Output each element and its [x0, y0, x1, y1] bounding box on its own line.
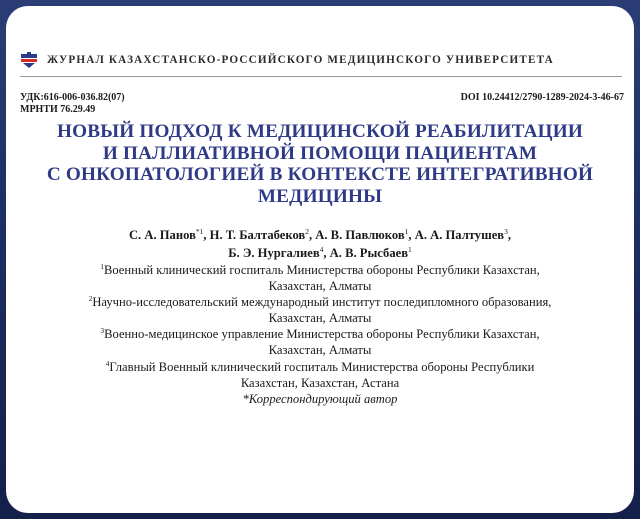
- affiliation-line: Казахстан, Алматы: [268, 343, 372, 358]
- affiliation-line: [16, 359, 624, 375]
- classification-codes: [20, 92, 125, 116]
- author-name: А. А. Палтушев: [414, 228, 505, 242]
- author-affiliation-mark: 1: [408, 244, 412, 254]
- author-list: [16, 226, 624, 262]
- affiliation-line: Казахстан, Казахстан, Астана: [240, 375, 400, 390]
- title-line: С ОНКОПАТОЛОГИЕЙ В КОНТЕКСТЕ ИНТЕГРАТИВНОЙ: [46, 164, 594, 185]
- journal-name: ЖУРНАЛ КАЗАХСТАНСКО-РОССИЙСКОГО МЕДИЦИНСКОГО УНИВЕРСИТЕТА: [47, 54, 554, 66]
- affiliation-number: 4: [105, 358, 110, 368]
- affiliation-line: Казахстан, Алматы: [268, 279, 372, 294]
- author-name: Б. Э. Нургалиев: [228, 246, 320, 260]
- affiliation-number: 1: [100, 261, 104, 271]
- author-name: С. А. Панов: [128, 228, 196, 242]
- affiliation-number: 3: [100, 326, 105, 336]
- udk-code: УДК:616-006-036.82(07): [20, 92, 125, 103]
- affiliation-line: [16, 262, 624, 278]
- affiliation-line: Казахстан, Алматы: [268, 311, 372, 326]
- title-line: НОВЫЙ ПОДХОД К МЕДИЦИНСКОЙ РЕАБИЛИТАЦИИ: [56, 121, 584, 142]
- doi: DOI 10.24412/2790-1289-2024-3-46-67: [460, 92, 624, 103]
- author-affiliation-mark: 3: [504, 226, 508, 236]
- author-name: А. В. Павлюков: [315, 228, 405, 242]
- journal-header: [20, 51, 622, 69]
- author-affiliation-mark: 2: [305, 226, 309, 236]
- title-line: И ПАЛЛИАТИВНОЙ ПОМОЩИ ПАЦИЕНТАМ: [102, 142, 538, 164]
- corresponding-author-note: *Корреспондирующий автор: [242, 391, 398, 406]
- university-crest-icon: [20, 52, 38, 68]
- affiliation-number: 2: [88, 294, 93, 303]
- author-name: Н. Т. Балтабеков: [209, 228, 306, 242]
- author-name: А. В. Рысбаев: [329, 246, 409, 260]
- mrnti-code: МРНТИ 76.29.49: [20, 104, 96, 115]
- author-line: Б. Э. Нургалиев$^4$, А. В. Рысбаев$^1$: [228, 244, 412, 260]
- author-affiliation-mark: *1: [195, 226, 204, 236]
- affiliation-line: [16, 326, 624, 342]
- affiliation-text: Военно-медицинское управление Министерства обороны Республики Казахстан,: [104, 327, 540, 342]
- affiliation-list: [16, 262, 624, 407]
- author-affiliation-mark: 1: [404, 226, 409, 236]
- affiliation-text: Научно-исследовательский международный институт последипломного образования,: [92, 295, 552, 310]
- affiliation-line: [16, 294, 624, 310]
- affiliation-text: Главный Военный клинический госпиталь Министерства обороны Республики: [109, 359, 535, 374]
- author-affiliation-mark: 4: [319, 244, 324, 254]
- author-line: С. А. Панов$^{*1}$, Н. Т. Балтабеков$^2$, А. В. Павлюков$^1$, А. А. Палтушев$^3$,: [128, 226, 512, 242]
- article-page: [6, 6, 634, 513]
- title-line: МЕДИЦИНЫ: [257, 185, 383, 207]
- article-title: [26, 121, 614, 207]
- header-divider: [20, 76, 622, 77]
- affiliation-text: Военный клинический госпиталь Министерства обороны Республики Казахстан,: [103, 263, 540, 277]
